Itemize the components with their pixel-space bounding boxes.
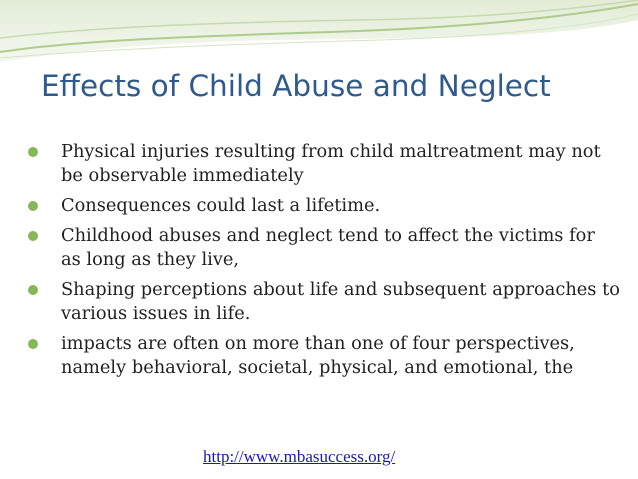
bullet-icon [28, 201, 38, 211]
list-item [20, 278, 620, 326]
header-wave-light [0, 0, 638, 62]
list-item [20, 224, 620, 272]
bullet-icon [28, 231, 38, 241]
list-item [20, 332, 620, 380]
bullet-text: Consequences could last a lifetime. [61, 195, 381, 216]
bullet-text: Physical injuries resulting from child maltreatment may not be observable immediately [61, 141, 601, 186]
bullet-text: impacts are often on more than one of four perspectives, namely behavioral, societal, physical, and emotional, the [61, 333, 575, 378]
bullet-icon [28, 339, 38, 349]
bullet-text: Childhood abuses and neglect tend to affect the victims for as long as they live, [61, 225, 595, 270]
bullet-icon [28, 285, 38, 295]
slide-title: Effects of Child Abuse and Neglect [41, 69, 551, 103]
source-link[interactable]: http://www.mbasuccess.org/ [203, 447, 396, 466]
header-wave-decoration [0, 0, 638, 70]
bullet-list [20, 140, 620, 386]
bullet-icon [28, 147, 38, 157]
list-item [20, 140, 620, 188]
list-item [20, 194, 620, 218]
bullet-text: Shaping perceptions about life and subsequent approaches to various issues in life. [61, 279, 620, 324]
